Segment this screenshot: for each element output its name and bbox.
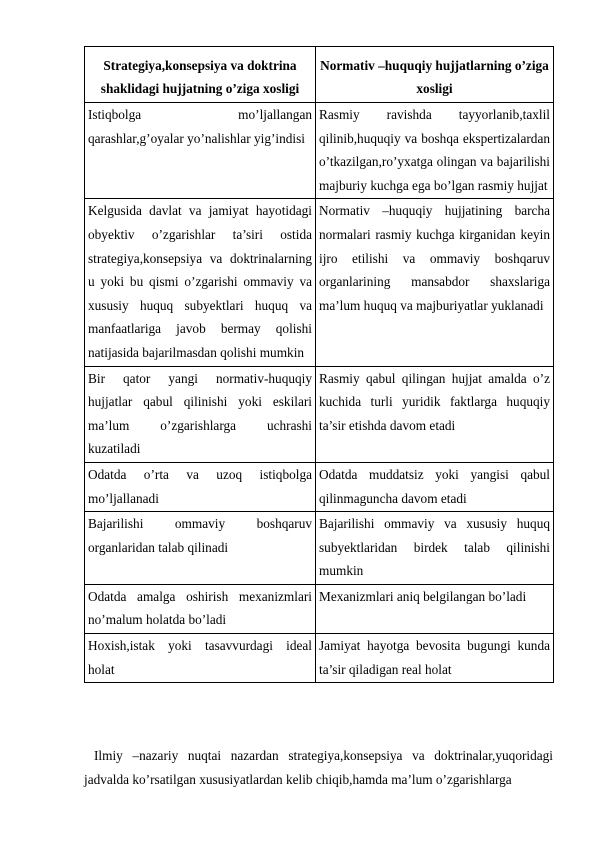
table-cell: Rasmiy ravishda tayyorlanib,taxlil qilinib,huquqiy va boshqa ekspertizalardan o’tkazilgan,ro’yxatga olingan va bajarilishi majburiy kuchga ega bo’lgan rasmiy hujjat (316, 103, 554, 199)
table-cell: Istiqbolga mo’ljallangan qarashlar,g’oyalar yo’nalishlar yig’indisi (85, 103, 316, 199)
table-row (85, 103, 554, 199)
table-row (85, 366, 554, 462)
table-cell: Bir qator yangi normativ-huquqiy hujjatlar qabul qilinishi yoki eskilari ma’lum o’zgarishlarga uchrashi kuzatiladi (85, 366, 316, 462)
table-cell: Bajarilishi ommaviy va xususiy huquq subyektlaridan birdek talab qilinishi mumkin (316, 512, 554, 585)
table-cell: Kelgusida davlat va jamiyat hayotidagi obyektiv o’zgarishlar ta’siri ostida strategiya,konsepsiya va doktrinalarning u yoki bu qismi o’zgarishi ommaviy va xususiy huquq subyektlari huquq va manfaatlariga javob bermay qolishi natijasida bajarilmasdan qolishi mumkin (85, 199, 316, 366)
table-cell: Rasmiy qabul qilingan hujjat amalda o’z kuchida turli yuridik faktlarga huquqiy ta’sir etishda davom etadi (316, 366, 554, 462)
table-row (85, 199, 554, 366)
table-cell: Odatda o’rta va uzoq istiqbolga mo’ljallanadi (85, 462, 316, 511)
table-cell: Hoxish,istak yoki tasavvurdagi ideal holat (85, 634, 316, 683)
table-row (85, 584, 554, 633)
comparison-table (84, 46, 554, 683)
column-header-strategy: Strategiya,konsepsiya va doktrina shaklidagi hujjatning o’ziga xosligi (85, 47, 316, 103)
table-row (85, 512, 554, 585)
table-cell: Jamiyat hayotga bevosita bugungi kunda ta’sir qiladigan real holat (316, 634, 554, 683)
table-cell: Mexanizmlari aniq belgilangan bo’ladi (316, 584, 554, 633)
table-header-row (85, 47, 554, 103)
table-cell: Odatda amalga oshirish mexanizmlari no’malum holatda bo’ladi (85, 584, 316, 633)
table-cell: Bajarilishi ommaviy boshqaruv organlaridan talab qilinadi (85, 512, 316, 585)
table-cell: Odatda muddatsiz yoki yangisi qabul qilinmaguncha davom etadi (316, 462, 554, 511)
table-row (85, 462, 554, 511)
column-header-normative: Normativ –huquqiy hujjatlarning o’ziga xosligi (316, 47, 554, 103)
table-row (85, 634, 554, 683)
body-paragraph: Ilmiy –nazariy nuqtai nazardan strategiya,konsepsiya va doktrinalar,yuqoridagi jadvalda ko’rsatilgan xususiyatlardan kelib chiqib,hamda ma’lum o’zgarishlarga (84, 748, 553, 787)
table-cell: Normativ –huquqiy hujjatining barcha normalari rasmiy kuchga kirganidan keyin ijro etilishi va ommaviy boshqaruv organlarining mansabdor shaxslariga ma’lum huquq va majburiyatlar yuklanadi (316, 199, 554, 366)
